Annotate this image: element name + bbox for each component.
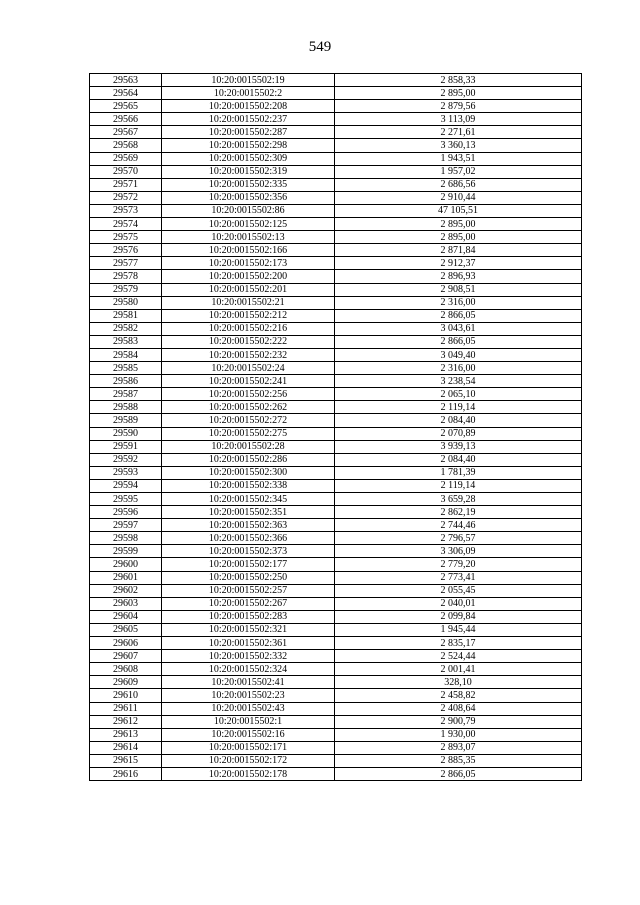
table-row xyxy=(90,218,582,231)
cell-value: 2 908,51 xyxy=(335,283,582,296)
cell-value: 2 871,84 xyxy=(335,244,582,257)
cell-value: 2 458,82 xyxy=(335,689,582,702)
cell-cadastral-number: 10:20:0015502:373 xyxy=(162,545,335,558)
cell-value: 2 686,56 xyxy=(335,178,582,191)
cell-number: 29577 xyxy=(90,257,162,270)
data-table xyxy=(89,73,582,781)
cell-value: 2 910,44 xyxy=(335,191,582,204)
table-row xyxy=(90,204,582,217)
table-row xyxy=(90,401,582,414)
cell-value: 2 119,14 xyxy=(335,479,582,492)
table-row xyxy=(90,244,582,257)
cell-cadastral-number: 10:20:0015502:28 xyxy=(162,440,335,453)
cell-number: 29612 xyxy=(90,715,162,728)
page-number: 549 xyxy=(308,39,332,55)
table-body xyxy=(90,74,582,781)
table-row xyxy=(90,767,582,780)
cell-value: 2 896,93 xyxy=(335,270,582,283)
table-row xyxy=(90,650,582,663)
cell-cadastral-number: 10:20:0015502:13 xyxy=(162,231,335,244)
cell-cadastral-number: 10:20:0015502:363 xyxy=(162,519,335,532)
table-row xyxy=(90,113,582,126)
table-row xyxy=(90,519,582,532)
cell-cadastral-number: 10:20:0015502:178 xyxy=(162,767,335,780)
table-row xyxy=(90,466,582,479)
cell-number: 29579 xyxy=(90,283,162,296)
cell-value: 2 879,56 xyxy=(335,100,582,113)
cell-value: 2 001,41 xyxy=(335,663,582,676)
cell-value: 2 316,00 xyxy=(335,362,582,375)
cell-value: 2 099,84 xyxy=(335,610,582,623)
table-row xyxy=(90,270,582,283)
table-row xyxy=(90,296,582,309)
cell-value: 2 835,17 xyxy=(335,637,582,650)
table-row xyxy=(90,87,582,100)
table-row xyxy=(90,388,582,401)
cell-number: 29597 xyxy=(90,519,162,532)
cell-value: 1 945,44 xyxy=(335,623,582,636)
cell-number: 29588 xyxy=(90,401,162,414)
table-row xyxy=(90,152,582,165)
cell-number: 29581 xyxy=(90,309,162,322)
cell-cadastral-number: 10:20:0015502:319 xyxy=(162,165,335,178)
cell-value: 2 773,41 xyxy=(335,571,582,584)
cell-cadastral-number: 10:20:0015502:16 xyxy=(162,728,335,741)
cell-number: 29572 xyxy=(90,191,162,204)
cell-number: 29569 xyxy=(90,152,162,165)
cell-value: 2 408,64 xyxy=(335,702,582,715)
cell-value: 2 040,01 xyxy=(335,597,582,610)
cell-value: 2 271,61 xyxy=(335,126,582,139)
cell-cadastral-number: 10:20:0015502:41 xyxy=(162,676,335,689)
table-row xyxy=(90,663,582,676)
cell-value: 3 238,54 xyxy=(335,375,582,388)
table-row xyxy=(90,637,582,650)
cell-value: 2 070,89 xyxy=(335,427,582,440)
cell-number: 29590 xyxy=(90,427,162,440)
cell-number: 29615 xyxy=(90,754,162,767)
cell-value: 2 895,00 xyxy=(335,87,582,100)
cell-cadastral-number: 10:20:0015502:21 xyxy=(162,296,335,309)
cell-cadastral-number: 10:20:0015502:212 xyxy=(162,309,335,322)
cell-value: 2 744,46 xyxy=(335,519,582,532)
table-row xyxy=(90,322,582,335)
cell-cadastral-number: 10:20:0015502:200 xyxy=(162,270,335,283)
cell-value: 2 084,40 xyxy=(335,453,582,466)
table-row xyxy=(90,453,582,466)
cell-value: 2 858,33 xyxy=(335,74,582,87)
cell-value: 1 943,51 xyxy=(335,152,582,165)
cell-value: 2 084,40 xyxy=(335,414,582,427)
cell-value: 2 866,05 xyxy=(335,309,582,322)
cell-value: 1 781,39 xyxy=(335,466,582,479)
table-row xyxy=(90,676,582,689)
table-row xyxy=(90,309,582,322)
cell-cadastral-number: 10:20:0015502:216 xyxy=(162,322,335,335)
table-row xyxy=(90,440,582,453)
cell-number: 29575 xyxy=(90,231,162,244)
cell-cadastral-number: 10:20:0015502:309 xyxy=(162,152,335,165)
cell-cadastral-number: 10:20:0015502:86 xyxy=(162,204,335,217)
table-row xyxy=(90,623,582,636)
cell-cadastral-number: 10:20:0015502:237 xyxy=(162,113,335,126)
cell-value: 2 796,57 xyxy=(335,532,582,545)
cell-cadastral-number: 10:20:0015502:222 xyxy=(162,335,335,348)
cell-number: 29596 xyxy=(90,506,162,519)
cell-number: 29563 xyxy=(90,74,162,87)
table-row xyxy=(90,689,582,702)
table-row xyxy=(90,532,582,545)
table-row xyxy=(90,584,582,597)
table-row xyxy=(90,335,582,348)
table-row xyxy=(90,545,582,558)
cell-cadastral-number: 10:20:0015502:321 xyxy=(162,623,335,636)
cell-value: 328,10 xyxy=(335,676,582,689)
cell-cadastral-number: 10:20:0015502:332 xyxy=(162,650,335,663)
cell-number: 29602 xyxy=(90,584,162,597)
cell-number: 29568 xyxy=(90,139,162,152)
cell-cadastral-number: 10:20:0015502:361 xyxy=(162,637,335,650)
cell-cadastral-number: 10:20:0015502:2 xyxy=(162,87,335,100)
cell-cadastral-number: 10:20:0015502:241 xyxy=(162,375,335,388)
table-row xyxy=(90,610,582,623)
cell-number: 29570 xyxy=(90,165,162,178)
cell-value: 1 957,02 xyxy=(335,165,582,178)
cell-number: 29616 xyxy=(90,767,162,780)
cell-cadastral-number: 10:20:0015502:1 xyxy=(162,715,335,728)
table-row xyxy=(90,283,582,296)
cell-cadastral-number: 10:20:0015502:335 xyxy=(162,178,335,191)
cell-cadastral-number: 10:20:0015502:345 xyxy=(162,493,335,506)
table-row xyxy=(90,139,582,152)
cell-cadastral-number: 10:20:0015502:366 xyxy=(162,532,335,545)
cell-number: 29583 xyxy=(90,335,162,348)
cell-number: 29603 xyxy=(90,597,162,610)
cell-value: 2 893,07 xyxy=(335,741,582,754)
cell-cadastral-number: 10:20:0015502:283 xyxy=(162,610,335,623)
cell-number: 29564 xyxy=(90,87,162,100)
cell-value: 2 119,14 xyxy=(335,401,582,414)
cell-number: 29598 xyxy=(90,532,162,545)
cell-number: 29606 xyxy=(90,637,162,650)
table-row xyxy=(90,178,582,191)
cell-number: 29586 xyxy=(90,375,162,388)
table-row xyxy=(90,741,582,754)
cell-value: 1 930,00 xyxy=(335,728,582,741)
table-row xyxy=(90,702,582,715)
table-row xyxy=(90,728,582,741)
cell-value: 47 105,51 xyxy=(335,204,582,217)
cell-number: 29609 xyxy=(90,676,162,689)
cell-cadastral-number: 10:20:0015502:125 xyxy=(162,218,335,231)
table-row xyxy=(90,100,582,113)
cell-number: 29580 xyxy=(90,296,162,309)
table-row xyxy=(90,571,582,584)
cell-value: 3 659,28 xyxy=(335,493,582,506)
cell-cadastral-number: 10:20:0015502:272 xyxy=(162,414,335,427)
cell-value: 2 524,44 xyxy=(335,650,582,663)
cell-cadastral-number: 10:20:0015502:324 xyxy=(162,663,335,676)
cell-number: 29611 xyxy=(90,702,162,715)
cell-cadastral-number: 10:20:0015502:286 xyxy=(162,453,335,466)
cell-cadastral-number: 10:20:0015502:232 xyxy=(162,348,335,361)
cell-number: 29574 xyxy=(90,218,162,231)
cell-cadastral-number: 10:20:0015502:23 xyxy=(162,689,335,702)
cell-cadastral-number: 10:20:0015502:356 xyxy=(162,191,335,204)
cell-number: 29565 xyxy=(90,100,162,113)
table-row xyxy=(90,191,582,204)
table-row xyxy=(90,493,582,506)
cell-value: 2 895,00 xyxy=(335,231,582,244)
table-row xyxy=(90,126,582,139)
cell-number: 29605 xyxy=(90,623,162,636)
cell-value: 2 866,05 xyxy=(335,335,582,348)
cell-number: 29608 xyxy=(90,663,162,676)
cell-number: 29600 xyxy=(90,558,162,571)
cell-cadastral-number: 10:20:0015502:262 xyxy=(162,401,335,414)
cell-value: 3 360,13 xyxy=(335,139,582,152)
cell-number: 29594 xyxy=(90,479,162,492)
cell-cadastral-number: 10:20:0015502:208 xyxy=(162,100,335,113)
table-row xyxy=(90,375,582,388)
table-row xyxy=(90,348,582,361)
cell-number: 29567 xyxy=(90,126,162,139)
table-row xyxy=(90,427,582,440)
cell-cadastral-number: 10:20:0015502:287 xyxy=(162,126,335,139)
cell-cadastral-number: 10:20:0015502:267 xyxy=(162,597,335,610)
table-row xyxy=(90,74,582,87)
cell-number: 29585 xyxy=(90,362,162,375)
table-row xyxy=(90,754,582,767)
cell-value: 2 316,00 xyxy=(335,296,582,309)
cell-cadastral-number: 10:20:0015502:256 xyxy=(162,388,335,401)
cell-number: 29571 xyxy=(90,178,162,191)
table-row xyxy=(90,231,582,244)
table-row xyxy=(90,165,582,178)
cell-cadastral-number: 10:20:0015502:257 xyxy=(162,584,335,597)
cell-number: 29595 xyxy=(90,493,162,506)
cell-value: 3 113,09 xyxy=(335,113,582,126)
cell-cadastral-number: 10:20:0015502:166 xyxy=(162,244,335,257)
cell-cadastral-number: 10:20:0015502:298 xyxy=(162,139,335,152)
cell-number: 29592 xyxy=(90,453,162,466)
table-row xyxy=(90,558,582,571)
cell-value: 2 912,37 xyxy=(335,257,582,270)
table-row xyxy=(90,257,582,270)
cell-number: 29614 xyxy=(90,741,162,754)
cell-number: 29593 xyxy=(90,466,162,479)
cell-number: 29584 xyxy=(90,348,162,361)
table-row xyxy=(90,506,582,519)
cell-value: 2 866,05 xyxy=(335,767,582,780)
table-row xyxy=(90,362,582,375)
cell-cadastral-number: 10:20:0015502:338 xyxy=(162,479,335,492)
cell-cadastral-number: 10:20:0015502:275 xyxy=(162,427,335,440)
table-row xyxy=(90,414,582,427)
cell-number: 29578 xyxy=(90,270,162,283)
cell-number: 29589 xyxy=(90,414,162,427)
cell-number: 29613 xyxy=(90,728,162,741)
cell-cadastral-number: 10:20:0015502:201 xyxy=(162,283,335,296)
cell-cadastral-number: 10:20:0015502:300 xyxy=(162,466,335,479)
cell-value: 3 049,40 xyxy=(335,348,582,361)
cell-number: 29566 xyxy=(90,113,162,126)
cell-value: 2 895,00 xyxy=(335,218,582,231)
cell-cadastral-number: 10:20:0015502:171 xyxy=(162,741,335,754)
cell-value: 3 939,13 xyxy=(335,440,582,453)
table-row xyxy=(90,479,582,492)
cell-number: 29604 xyxy=(90,610,162,623)
cell-number: 29591 xyxy=(90,440,162,453)
cell-cadastral-number: 10:20:0015502:173 xyxy=(162,257,335,270)
cell-value: 2 065,10 xyxy=(335,388,582,401)
cell-value: 2 055,45 xyxy=(335,584,582,597)
cell-cadastral-number: 10:20:0015502:250 xyxy=(162,571,335,584)
cell-number: 29582 xyxy=(90,322,162,335)
cell-number: 29607 xyxy=(90,650,162,663)
cell-value: 2 779,20 xyxy=(335,558,582,571)
cell-cadastral-number: 10:20:0015502:172 xyxy=(162,754,335,767)
cell-cadastral-number: 10:20:0015502:43 xyxy=(162,702,335,715)
cell-value: 2 885,35 xyxy=(335,754,582,767)
cell-value: 2 862,19 xyxy=(335,506,582,519)
cell-cadastral-number: 10:20:0015502:351 xyxy=(162,506,335,519)
cell-number: 29576 xyxy=(90,244,162,257)
cell-cadastral-number: 10:20:0015502:177 xyxy=(162,558,335,571)
table-row xyxy=(90,715,582,728)
cell-number: 29573 xyxy=(90,204,162,217)
cell-value: 3 306,09 xyxy=(335,545,582,558)
cell-cadastral-number: 10:20:0015502:24 xyxy=(162,362,335,375)
table-row xyxy=(90,597,582,610)
cell-number: 29610 xyxy=(90,689,162,702)
cell-number: 29587 xyxy=(90,388,162,401)
cell-number: 29599 xyxy=(90,545,162,558)
cell-number: 29601 xyxy=(90,571,162,584)
cell-value: 2 900,79 xyxy=(335,715,582,728)
cell-value: 3 043,61 xyxy=(335,322,582,335)
cell-cadastral-number: 10:20:0015502:19 xyxy=(162,74,335,87)
